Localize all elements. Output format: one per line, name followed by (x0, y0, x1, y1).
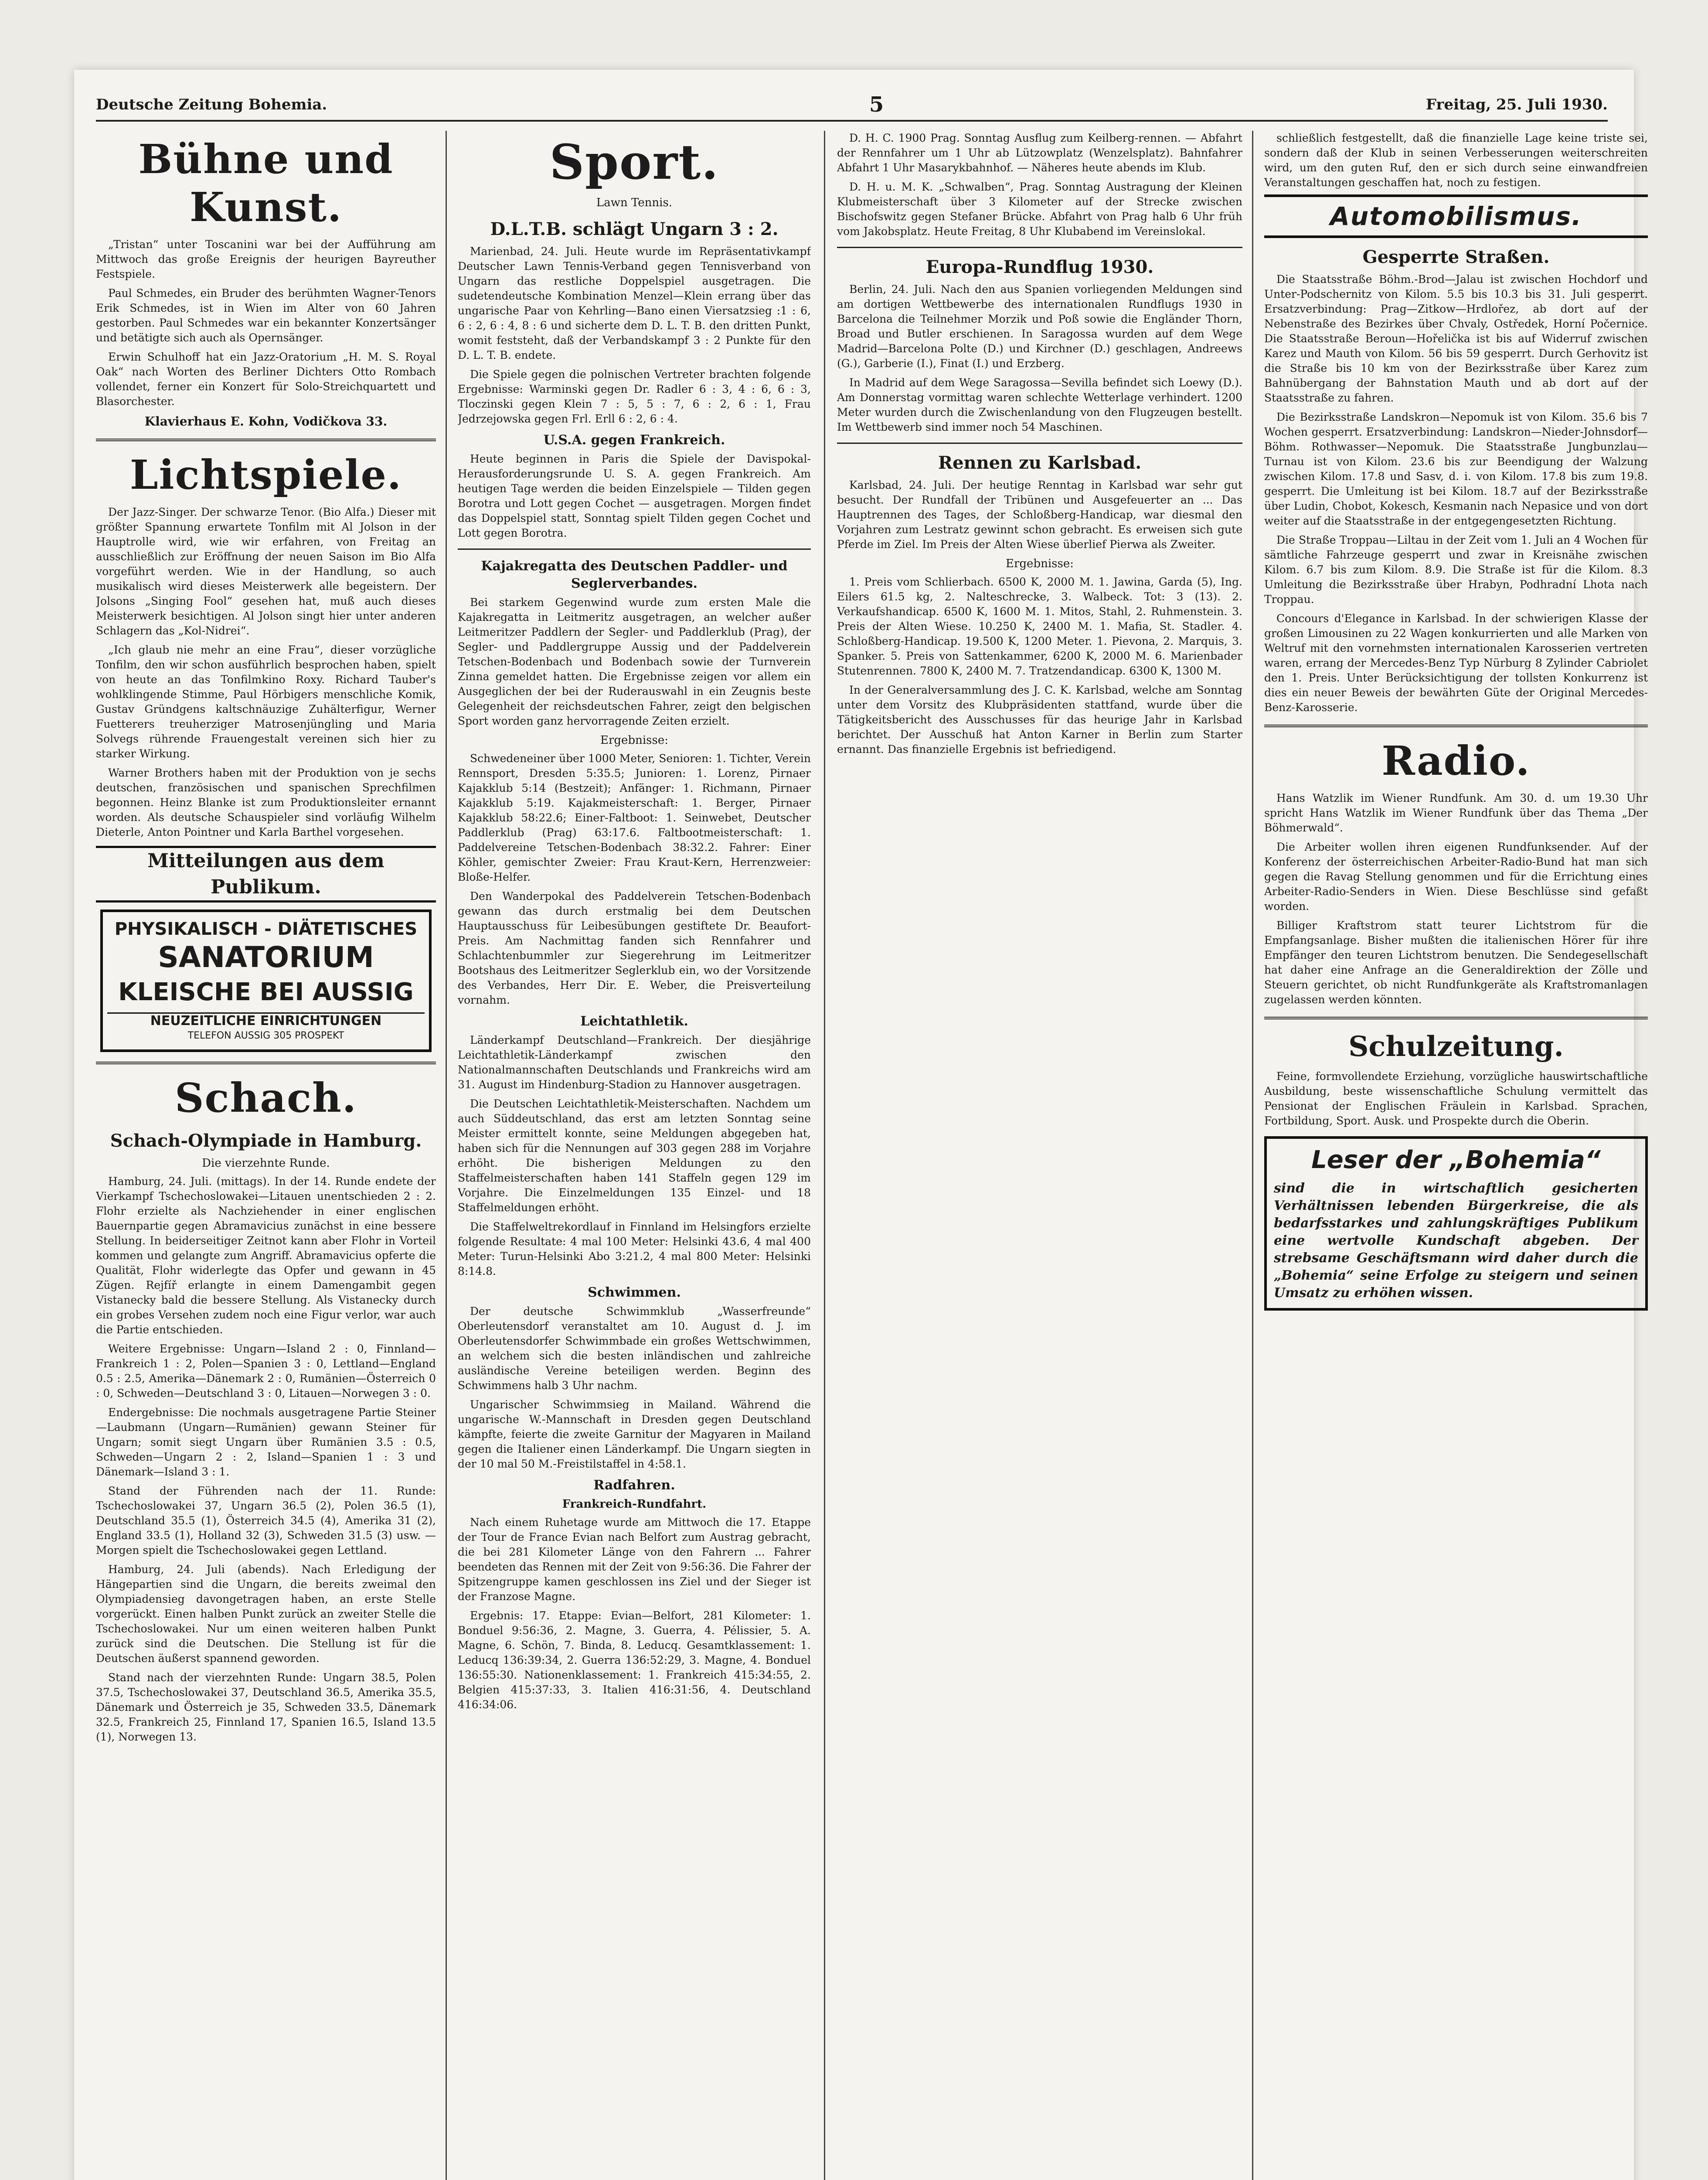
ad-line: NEUZEITLICHE EINRICHTUNGEN (107, 1012, 425, 1029)
article-laenderkampf: Länderkampf Deutschland—Frankreich. Der diesjährige Leichtathletik-Länderkampf zwischen den Nationalmannschaften Deutschlands und Frankreichs wird am 31. August im Hindenburg-Stadion zu Hannover ausgetragen. (458, 1034, 811, 1091)
notice-schwalben: D. H. u. M. K. „Schwalben“, Prag. Sonntag Austragung der Kleinen Klubmeisterschaft über 3 Kilometer auf der Strecke zwischen Bischofswitz gegen Stefaner Brücke. Abfahrt von Prag halb 6 Uhr früh vom Jakobsplatz. Heute Freitag, 8 Uhr Klubabend im Vereinslokal. (837, 181, 1242, 238)
article-rad: Nach einem Ruhetage wurde am Mittwoch die 17. Etappe der Tour de France Evian nach Belfort zum Austrag gebracht, die bei 281 Kilometer Länge von den Fahrern ... Fahrer beendeten das Rennen mit der Zeit von 9:56:36. Die Fahrer der Spitzengruppe kamen geschlossen ins Ziel und der Sieger ist der Franzose Magne. (458, 1516, 811, 1603)
notice-dhc: D. H. C. 1900 Prag. Sonntag Ausflug zum Keilberg-rennen. — Abfahrt der Rennfahrer um 1 Uhr ab Lützowplatz (Wenzelsplatz). Bahnfahrer Abfahrt 1 Uhr Masarykbahnhof. — Näheres heute abends im Klub. (837, 132, 1242, 174)
article-tristan: „Tristan“ unter Toscanini war bei der Aufführung am Mittwoch das große Ereignis der heurigen Bayreuther Festspiele. (96, 238, 436, 280)
article-kraftstrom: Billiger Kraftstrom statt teurer Lichtstrom für die Empfangsanlage. Bisher mußten die italienischen Hörer für ihre Empfänger den teuren Lichtstrom benutzen. Die Sendegesellschaft hat daher eine Anfrage an die Generaldirektion der Zölle und Steuern gerichtet, ob nicht Rundfunkgeräte als Kraftstromanlagen zugelassen werden könnten. (1264, 919, 1648, 1006)
section-title-buehne: Bühne und Kunst. (138, 136, 394, 231)
ad-klavierhaus: Klavierhaus E. Kohn, Vodičkova 33. (144, 414, 388, 429)
article-rennen: Karlsbad, 24. Juli. Der heutige Renntag in Karlsbad war sehr gut besucht. Der Rundfall der Tribünen und Ausgefeuerter an ... Das Hauptrennen des Tages, der Schloßberg-Handicap, war diesmal den Vorjahren zum Lestratz gewinnt schon gebracht. Es erweisen sich gute Pferde im Ziel. Im Preis der Alten Wiese überlief Pierwa als Zweiter. (837, 479, 1242, 551)
article-dm: Die Deutschen Leichtathletik-Meisterschaften. Nachdem um auch Süddeutschland, das erst am letzten Sonntag seine Meister ermittelt konnte, seine Meldungen abgegeben hat, haben sich für die Nennungen auf 303 gegen 288 im Vorjahre erhöht. Die bisherigen Meldungen zu den Staffelmeisterschaften haben 141 Staffeln gegen 129 im Vorjahre. Die Einzelmeldungen 135 Einzel- und 18 Staffelmeldungen erhöht. (458, 1097, 811, 1214)
article-finnland: Die Staffelweltrekordlauf in Finnland im Helsingfors erzielte folgende Resultate: 4 mal 100 Meter: Helsinki 43.6, 4 mal 400 Meter: Turun-Helsinki Abo 3:21.2, 4 mal 800 Meter: Helsinki 8:14.8. (458, 1220, 811, 1277)
article-generalversammlung: In der Generalversammlung des J. C. K. Karlsbad, welche am Sonntag unter dem Vorsitz des Klubpräsidenten stattfand, wurde über die Tätigkeitsbericht des Ausschusses für das heurige Jahr in Karlsbad berichtet. Der Ausschuß hat Anton Karner in Berlin zum Starter ernannt. Das finanzielle Ergebnis ist befriedigend. (837, 684, 1242, 756)
sanatorium-ad (100, 909, 432, 1052)
article-stand: Stand der Führenden nach der 11. Runde: Tschechoslowakei 37, Ungarn 36.5 (2), Polen 36.5 (1), Deutschland 35.5 (1), Österreich 34.5 (4), Amerika 31 (2), England 33.5 (1), Holland 32 (3), Schweden 31.5 (3) usw. — Morgen spielt die Tschechoslowakei gegen Lettland. (96, 1485, 436, 1557)
subheadline-ergebnisse: Ergebnisse: (1006, 557, 1074, 570)
divider (96, 1062, 436, 1064)
ad-line: KLEISCHE BEI AUSSIG (118, 978, 414, 1006)
subheadline-runde: Die vierzehnte Runde. (202, 1157, 330, 1170)
headline-usa: U.S.A. gegen Frankreich. (543, 433, 725, 448)
article-watzlik: Hans Watzlik im Wiener Rundfunk. Am 30. d. um 19.30 Uhr spricht Hans Watzlik im Wiener Rundfunk über das Thema „Der Böhmerwald“. (1264, 792, 1648, 834)
ad-line: PHYSIKALISCH - DIÄTETISCHES (114, 919, 418, 939)
bohemia-ad-title: Leser der „Bohemia“ (1311, 1146, 1601, 1174)
column-1 (96, 131, 436, 2180)
column-rule (446, 131, 447, 2180)
subsection-lawn-tennis: Lawn Tennis. (596, 196, 673, 209)
article-warner: Warner Brothers haben mit der Produktion von je sechs deutschen, französischen und spanischen Sprechfilmen begonnen. Heinz Blanke ist zum Produktionsleiter ernannt worden. Als deutsche Schauspieler sind vorläufig Wilhelm Dieterle, Anton Pointner und Karla Barthel vorgesehen. (96, 766, 436, 838)
article-marienbad: Marienbad, 24. Juli. Heute wurde im Repräsentativkampf Deutscher Lawn Tennis-Verband gegen Tennisverband von Ungarn das restliche Doppelspiel ausgetragen. Die sudetendeutsche Kombination Menzel—Klein errang über das ungarische Paar von Kehrling—Bano einen Viersatzsieg :1 : 6, 6 : 2, 6 : 4, 8 : 6 und sicherte dem D. L. T. B. den dritten Punkt, womit feststeht, daß der Verbandskampf 3 : 2 Punkte für den D. L. T. B. endete. (458, 245, 811, 361)
section-title-mitteilungen: Mitteilungen aus dem Publikum. (96, 846, 436, 903)
article-schmedes: Paul Schmedes, ein Bruder des berühmten Wagner-Tenors Erik Schmedes, ist in Wien im Alter von 60 Jahren gestorben. Paul Schmedes war ein bekannter Konzertsänger und betätigte sich auch als Opernsänger. (96, 287, 436, 344)
section-title-schach: Schach. (175, 1074, 357, 1121)
article-continuation: schließlich festgestellt, daß die finanzielle Lage keine triste sei, sondern daß der Klub in seinen Verbesserungen weiterschreiten wird, um den guten Ruf, den er sich durch seine einwandfreien Veranstaltungen geschaffen hat, noch zu festigen. (1264, 132, 1648, 189)
article-schulhoff: Erwin Schulhoff hat ein Jazz-Oratorium „H. M. S. Royal Oak“ nach Worten des Berliner Dichters Otto Rombach vollendet, ferner ein Konzert für Solo-Streichquartett und Blasorchester. (96, 351, 436, 408)
section-title-schulzeitung: Schulzeitung. (1348, 1030, 1564, 1063)
article-regatta-results: Schwedeneiner über 1000 Meter, Senioren: 1. Tichter, Verein Rennsport, Dresden 5:35.5; Junioren: 1. Lorenz, Pirnaer Kajakklub 5:14 (Bestzeit); Anfänger: 1. Richmann, Pirnaer Kajakklub 5:19. Kajakmeisterschaft: 1. Berger, Pirnaer Kajakklub 58:22.6; Einer-Faltboot: 1. Seinwebet, Deutscher Paddlerklub (Prag) 63:17.6. Faltbootmeisterschaft: 1. Paddelvereine Tetschen-Bodenbach 38:32.2. Fahrer: Einer Köhler, gemischter Zweier: Frau Kraut-Kern, Herrenzweier: Bloße-Helfer. (458, 752, 811, 883)
column-3 (837, 131, 1242, 2180)
article-europa-2: In Madrid auf dem Wege Saragossa—Sevilla befindet sich Loewy (D.). Am Donnerstag vormittag waren schlechte Wetterlage verhindert. 1200 Meter wurden durch die Zwischenlandung von den Flugzeugen bestellt. Im Wettbewerb sind immer noch 54 Maschinen. (837, 376, 1242, 433)
divider (96, 439, 436, 441)
headline-kajak: Kajakregatta des Deutschen Paddler- und Seglerverbandes. (481, 559, 788, 591)
section-title-automobilismus: Automobilismus. (1264, 194, 1648, 238)
divider (837, 443, 1242, 444)
article-kajak: Bei starkem Gegenwind wurde zum ersten Male die Kajakregatta in Leitmeritz ausgetragen, an welcher außer Leitmeritzer Paddlern der Segler- und Paddlerklub (Prag), der Segler- und Paddlergruppe Aussig und der Paddelverein Tetschen-Bodenbach und Bodenbach sowie der Turnverein Zinna gemeldet hatten. Die Ergebnisse zeigen vor allem ein Ausgeglichen der bei der Ruderauswahl in ein Zeugnis beste Gelegenheit der reichsdeutschen Fahrer, zeigt den belgischen Sport worden ganz hervorragende Zeiten erzielt. (458, 596, 811, 727)
article-schwimm: Der deutsche Schwimmklub „Wasserfreunde“ Oberleutensdorf veranstaltet am 10. August d. J. im Oberleutensdorfer Schwimmbade ein großes Wettschwimmen, an welchem sich die besten inländischen und zahlreiche ausländische Vereine beteiligen werden. Beginn des Schwimmens halb 3 Uhr nachm. (458, 1305, 811, 1392)
article-paris: Heute beginnen in Paris die Spiele der Davispokal-Herausforderungsrunde U. S. A. gegen Frankreich. Am heutigen Tage werden die beiden Einzelspiele — Tilden gegen Borotra und Lott gegen Cochet — ausgetragen. Morgen findet das Doppelspiel statt, Sonntag spielt Tilden gegen Cochet und Lott gegen Borotra. (458, 453, 811, 539)
article-europa: Berlin, 24. Juli. Nach den aus Spanien vorliegenden Meldungen sind am dortigen Wettbewerbe des internationalen Rundflugs 1930 in Barcelona die Teilnehmer Morzik und Poß sowie die Engländer Thorn, Broad und Butler erschienen. In Saragossa wurden auf dem Wege Madrid—Barcelona Polte (D.) und Kirchner (D.) geschlagen, Andreews (G.), Garberie (I.), Finat (I.) und Erzberg. (837, 283, 1242, 370)
ad-line: SANATORIUM (158, 940, 374, 974)
ad-line: TELEFON AUSSIG 305 PROSPEKT (187, 1030, 344, 1041)
paper-name: Deutsche Zeitung Bohemia. (96, 96, 327, 113)
article-spiele: Die Spiele gegen die polnischen Vertreter brachten folgende Ergebnisse: Warminski gegen Dr. Radler 6 : 3, 4 : 6, 6 : 3, Tloczinski gegen Klein 7 : 5, 5 : 7, 6 : 2, 6 : 1, Frau Jedrzejowska gegen Frl. Erll 6 : 2, 6 : 4. (458, 368, 811, 425)
article-hamburg-1: Hamburg, 24. Juli. (mittags). In der 14. Runde endete der Vierkampf Tschechoslowakei—Litauen unentschieden 2 : 2. Flohr erzielte als Nachziehender in einer englischen Bauernpartie gegen Abramavicius zunächst in eine bessere Stellung. In beiderseitiger Zeitnot kann aber Flohr in Vorteil kommen und gelangte zum Angriff. Abramavicius opferte die Qualität, Flohr widerlegte das Opfer und gewann in 45 Zügen. Rejfíř erlangte in einem Damengambit gegen Vistanecky bald die bessere Stellung. Als Vistanecky durch ein grobes Versehen zudem noch eine Figur verlor, war auch die Partie entschieden. (96, 1175, 436, 1336)
article-frau: „Ich glaub nie mehr an eine Frau“, dieser vorzügliche Tonfilm, den wir schon ausführlich besprochen haben, spielt von heute an das Tonfilmkino Roxy. Richard Tauber's wohlklingende Stimme, Paul Hörbigers menschliche Komik, Gustav Gründgens kaltschnäuzige Zuhälterfigur, Werner Fuetterers treuherziger Matrosenjüngling und Maria Solvegs rührende Frauengestalt vereinen sich hier zu starker Wirkung. (96, 644, 436, 760)
article-jazz-singer: Der Jazz-Singer. Der schwarze Tenor. (Bio Alfa.) Dieser mit größter Spannung erwartete Tonfilm mit Al Jolson in der Hauptrolle wird, wie wir erfahren, von Freitag an ausschließlich zur Eröffnung der neuen Saison im Bio Alfa vorgeführt werden. Wie in der Handlung, so auch musikalisch wird dieses Meisterwerk alle begeistern. Der Jolsons „Singing Fool“ gesehen hat, muß auch dieses Meisterwerk besichtigen. Al Jolson singt hier unter anderen Schlagern das „Kol-Nidrei“. (96, 506, 436, 637)
article-weitere: Weitere Ergebnisse: Ungarn—Island 2 : 0, Finnland—Frankreich 1 : 2, Polen—Spanien 3 : 0, Lettland—England 0.5 : 2.5, Amerika—Dänemark 2 : 0, Rumänien—Österreich 0 : 0, Schweden—Deutschland 3 : 0, Litauen—Norwegen 3 : 0. (96, 1342, 436, 1400)
headline-olympiade: Schach-Olympiade in Hamburg. (110, 1131, 422, 1151)
article-strassen: Die Staatsstraße Böhm.-Brod—Jalau ist zwischen Hochdorf und Unter-Podschernitz von Kilom. 5.5 bis 10.3 bis 31. Juli gesperrt. Ersatzverbindung: Prag—Zitkow—Hrdlořez, ab dort auf der Nebenstraße des Bezirkes über Chvaly, Ostředek, Horní Počernice. Die Staatsstraße Beroun—Hořelička ist bis auf Widerruf zwischen Karez und Mauth von Kilom. 56 bis 59 gesperrt. Durch Gerhovitz ist die Straße bis 10 km von der Bezirksstraße über Karez zum Bahnübergang der Bahnstation Mauth und ab dort auf der Staatsstraße zu fahren. (1264, 273, 1648, 404)
headline-dltb: D.L.T.B. schlägt Ungarn 3 : 2. (490, 219, 779, 239)
page-number: 5 (869, 92, 884, 117)
column-rule (1252, 131, 1253, 2180)
article-race-results: 1. Preis vom Schlierbach. 6500 K, 2000 M. 1. Jawina, Garda (5), Ing. Eilers 61.5 kg, 2. Nalteschrecke, 3. Walbeck. Tot: 3 (13). 2. Verkaufshandicap. 6500 K, 1600 M. 1. Mitos, Stahl, 2. Ruhmenstein. 3. Preis der Alten Wiese. 10.250 K, 2400 M. 1. Mafia, St. Stadler. 4. Schloßberg-Handicap. 19.500 K, 1200 Meter. 1. Pievona, 2. Marquis, 3. Spanker. 5. Preis von Sattenkammer, 6200 K, 2000 M. 6. Marienbader Stutenrennen. 7800 K, 2400 M. 7. Tratzendandicap. 6300 K, 1300 M. (837, 576, 1242, 677)
section-title-sport: Sport. (549, 134, 719, 190)
divider (458, 548, 811, 550)
section-title-lichtspiele: Lichtspiele. (129, 451, 402, 498)
column-4 (1264, 131, 1648, 2180)
article-endergebnisse: Endergebnisse: Die nochmals ausgetragene Partie Steiner—Laubmann (Ungarn—Rumänien) gewann Steiner für Ungarn; somit siegt Ungarn über Rumänien 3.5 : 0.5, Schweden—Ungarn 2 : 2, Island—Spanien 1 : 3 und Dänemark—Island 3 : 1. (96, 1406, 436, 1478)
column-rule (824, 131, 825, 2180)
divider (1264, 1017, 1648, 1019)
article-arbeiter: Die Arbeiter wollen ihren eigenen Rundfunksender. Auf der Konferenz der österreichischen Arbeiter-Radio-Bund hat man sich gegen die Ravag Stellung genommen und für die Errichtung eines Arbeiter-Radio-Senders in Wien. Diese Beschlüsse sind gefaßt worden. (1264, 841, 1648, 913)
headline-europa-rundflug: Europa-Rundflug 1930. (925, 257, 1154, 277)
article-concours: Concours d'Elegance in Karlsbad. In der schwierigen Klasse der großen Limousinen zu 22 Wagen konkurrierten und alle Marken von Weltruf mit den vornehmsten internationalen Karosserien vertreten waren, errang der Mercedes-Benz Typ Nürburg 8 Zylinder Cabriolet den 1. Preis. Unter Berücksichtigung der tollsten Konkurrenz ist dies ein neuer Beweis der bewährten Güte der Original Mercedes-Benz-Karosserie. (1264, 612, 1648, 714)
subheadline-ergebnisse: Ergebnisse: (600, 734, 668, 747)
article-schul: Feine, formvollendete Erziehung, vorzügliche hauswirtschaftliche Ausbildung, beste wissenschaftliche Schulung vermittelt das Pensionat der Englischen Fräulein in Karlsbad. Sprachen, Fortbildung, Sport. Ausk. und Prospekte durch die Oberin. (1264, 1070, 1648, 1127)
article-rad-results: Ergebnis: 17. Etappe: Evian—Belfort, 281 Kilometer: 1. Bonduel 9:56:36, 2. Magne, 3. Guerra, 4. Pélissier, 5. A. Magne, 6. Schön, 7. Binda, 8. Leducq. Gesamtklassement: 1. Leducq 136:39:34, 2. Guerra 136:52:29, 3. Magne, 4. Bonduel 136:55:30. Nationenklassement: 1. Frankreich 415:34:55, 2. Belgien 415:37:33, 3. Italien 416:31:56, 4. Deutschland 416:34:06. (458, 1609, 811, 1711)
column-2 (458, 131, 811, 2180)
section-title-radio: Radio. (1381, 737, 1531, 784)
subheadline-rundfahrt: Frankreich-Rundfahrt. (562, 1498, 707, 1511)
article-strassen-3: Die Straße Troppau—Liltau in der Zeit vom 1. Juli an 4 Wochen für sämtliche Fahrzeuge gesperrt und zwar in Kreisnähe zwischen Kilom. 6.7 bis zum Kilom. 8.9. Die Straße ist für die Kilom. 8.3 Umleitung die Bezirksstraße über Hrabyn, Podhradní Lhota nach Troppau. (1264, 534, 1648, 606)
bohemia-ad (1264, 1136, 1648, 1311)
article-kajak-end: Den Wanderpokal des Paddelverein Tetschen-Bodenbach gewann das durch erstmalig bei dem Deutschen Hauptausschuss für Leibesübungen gestiftete Dr. Beaufort-Preis. Am Nachmittag fanden sich Rennfahrer und Schlachtenbummler zur Siegerehrung im Leitmeritzer Bootshaus des Leitmeritzer Seglerklub ein, wo der Vorsitzende des Verbandes, Herr Dir. E. Weber, die Preisverteilung vornahm. (458, 890, 811, 1006)
headline-schwimmen: Schwimmen. (588, 1285, 681, 1300)
running-header (96, 89, 1608, 122)
headline-gesperrte-strassen: Gesperrte Straßen. (1362, 247, 1550, 267)
headline-leichtathletik: Leichtathletik. (580, 1014, 688, 1029)
article-stand-14: Stand nach der vierzehnten Runde: Ungarn 38.5, Polen 37.5, Tschechoslowakei 37, Deutschland 36.5, Amerika 35.5, Dänemark und Österreich je 35, Schweden 33.5, Dänemark 32.5, Frankreich 25, Finnland 17, Spanien 16.5, Island 13.5 (1), Norwegen 13. (96, 1671, 436, 1743)
headline-rennen: Rennen zu Karlsbad. (938, 453, 1142, 473)
headline-radfahren: Radfahren. (593, 1478, 675, 1493)
divider (1264, 725, 1648, 727)
bohemia-ad-text: sind die in wirtschaftlich gesicherten Verhältnissen lebenden Bürgerkreise, die als bedarfsstarkes und zahlungskräftiges Publikum eine wertvolle Kundschaft abgeben. Der strebsame Geschäftsmann wird daher durch die „Bohemia“ seine Erfolge zu steigern und seinen Umsatz zu erhöhen wissen. (1274, 1181, 1638, 1301)
article-mailand: Ungarischer Schwimmsieg in Mailand. Während die ungarische W.-Mannschaft in Dresden gegen Deutschland kämpfte, feierte die zweite Garnitur der Magyaren in Mailand gegen die Italiener einen Länderkampf. Die Ungarn siegten in der 10 mal 50 M.-Freistilstaffel in 4:58.1. (458, 1398, 811, 1470)
issue-date: Freitag, 25. Juli 1930. (1426, 96, 1608, 113)
divider (837, 247, 1242, 248)
article-strassen-2: Die Bezirksstraße Landskron—Nepomuk ist von Kilom. 35.6 bis 7 Wochen gesperrt. Ersatzverbindung: Landskron—Nieder-Johnsdorf—Böhm. Rothwasser—Nepomuk. Die Staatsstraße Jungbunzlau—Turnau ist von Kilom. 23.6 bis zur Beendigung der Walzung zwischen Kilom. 17.8 und Sasv, d. i. von Kilom. 17.8 bis zum 19.8. gesperrt. Die Umleitung ist bei Kilom. 18.7 auf der Bezirksstraße über Ludin, Chobot, Kokesch, Kesmanin nach Nepasice und von dort weiter auf die Staatsstraße in der entgegengesetzten Richtung. (1264, 411, 1648, 527)
article-hamburg-2: Hamburg, 24. Juli (abends). Nach Erledigung der Hängepartien sind die Ungarn, die bereits zweimal den Olympiadensieg davongetragen haben, an erste Stelle vorgerückt. Einen halben Punkt zurück an zweiter Stelle die Tschechoslowakei. Nur um einen weiteren halben Punkt zurück sind die Deutschen. Die Stellung ist für die Deutschen äußerst spannend geworden. (96, 1563, 436, 1665)
